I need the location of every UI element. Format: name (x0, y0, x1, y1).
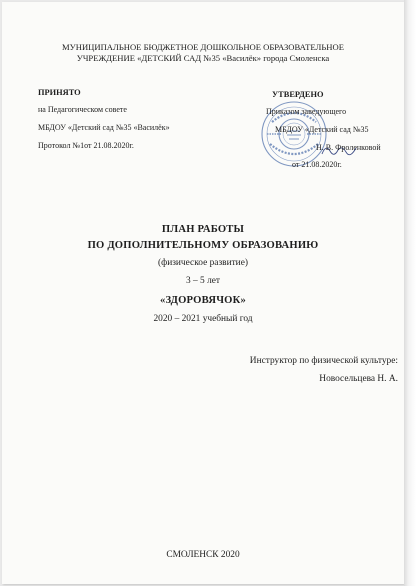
plan-area: (физическое развитие) (158, 258, 248, 268)
academic-year: 2020 – 2021 учебный год (153, 314, 253, 324)
author-role: Инструктор по физической культуре: (249, 356, 398, 366)
accepted-line-2: МБДОУ «Детский сад №35 «Василёк» (38, 123, 170, 132)
page-edge-shadow (404, 0, 416, 586)
age-range: 3 – 5 лет (185, 276, 221, 286)
org-line-1: МУНИЦИПАЛЬНОЕ БЮДЖЕТНОЕ ДОШКОЛЬНОЕ ОБРАЗОВАТЕЛЬНОЕ (62, 42, 344, 52)
approved-line-3: Н. В. Фроленковой (316, 143, 381, 152)
approved-line-1: Приказом заведующего (266, 107, 347, 116)
approved-line-4: от 21.08.2020г. (292, 160, 342, 169)
accepted-line-3: Протокол №1от 21.08.2020г. (38, 141, 134, 150)
program-name: «ЗДОРОВЯЧОК» (159, 295, 246, 306)
author-name: Новосельцева Н. А. (319, 374, 398, 384)
plan-subject: ПО ДОПОЛНИТЕЛЬНОМУ ОБРАЗОВАНИЮ (87, 240, 319, 251)
city-year: СМОЛЕНСК 2020 (166, 550, 240, 560)
accepted-label: ПРИНЯТО (38, 88, 81, 97)
plan-title: ПЛАН РАБОТЫ (161, 224, 245, 235)
approved-line-2: МБДОУ «Детский сад №35 (275, 125, 369, 134)
accepted-line-1: на Педагогическом совете (38, 105, 127, 114)
organization-header (2, 42, 404, 64)
approved-label: УТВЕРДЕНО (272, 90, 324, 99)
document-page (2, 2, 404, 584)
org-line-2: УЧРЕЖДЕНИЕ «ДЕТСКИЙ САД №35 «Василёк» города Смоленска (76, 53, 330, 63)
